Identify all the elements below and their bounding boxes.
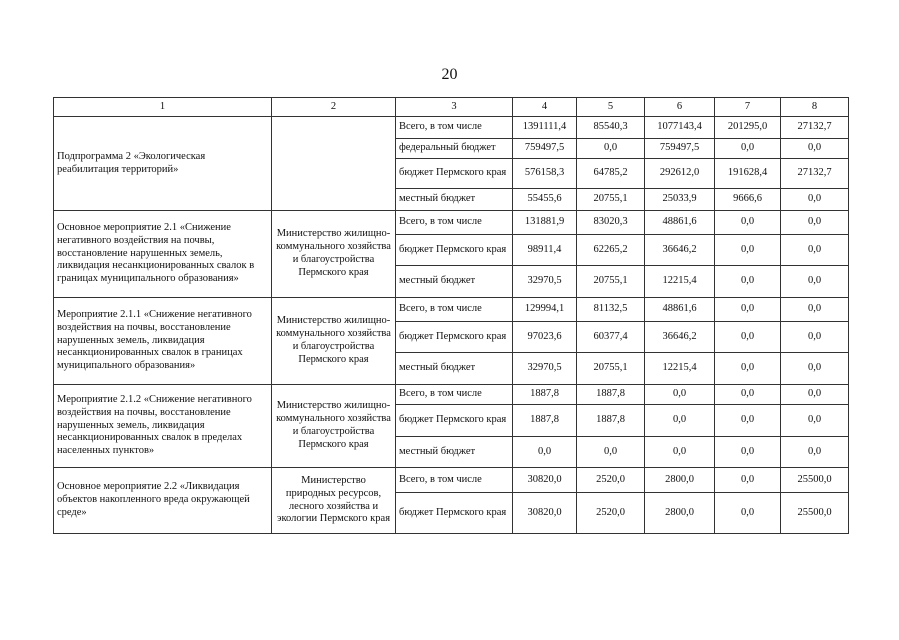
value-cell-col-4: 129994,1 (513, 298, 577, 322)
funding-source-cell: местный бюджет (396, 189, 513, 211)
funding-source-cell: бюджет Пермского края (396, 159, 513, 189)
table-row (54, 385, 849, 405)
value-cell-col-8: 0,0 (781, 385, 849, 405)
value-cell-col-5: 20755,1 (577, 189, 645, 211)
value-cell-col-6: 0,0 (645, 385, 715, 405)
value-cell-col-4: 0,0 (513, 437, 577, 468)
value-cell-col-5: 83020,3 (577, 211, 645, 235)
value-cell-col-6: 36646,2 (645, 322, 715, 353)
header-col-6: 6 (645, 98, 715, 117)
value-cell-col-5: 20755,1 (577, 353, 645, 385)
funding-source-cell: бюджет Пермского края (396, 405, 513, 437)
value-cell-col-5: 60377,4 (577, 322, 645, 353)
value-cell-col-4: 55455,6 (513, 189, 577, 211)
value-cell-col-4: 30820,0 (513, 493, 577, 534)
value-cell-col-7: 0,0 (715, 235, 781, 266)
value-cell-col-4: 759497,5 (513, 139, 577, 159)
page-number: 20 (441, 66, 458, 83)
value-cell-col-7: 191628,4 (715, 159, 781, 189)
funding-source-cell: бюджет Пермского края (396, 235, 513, 266)
value-cell-col-4: 32970,5 (513, 266, 577, 298)
header-col-1: 1 (54, 98, 272, 117)
value-cell-col-5: 1887,8 (577, 385, 645, 405)
program-name-cell: Основное мероприятие 2.2 «Ликвидация объектов накопленного вреда окружающей среде» (54, 468, 272, 534)
value-cell-col-7: 0,0 (715, 298, 781, 322)
value-cell-col-6: 0,0 (645, 437, 715, 468)
value-cell-col-7: 0,0 (715, 353, 781, 385)
program-name-cell: Мероприятие 2.1.2 «Снижение негативного воздействия на почвы, восстановление нарушенных земель, ликвидация несанкционированных свалок в пределах населенных пунктов» (54, 385, 272, 468)
header-col-2: 2 (272, 98, 396, 117)
value-cell-col-5: 1887,8 (577, 405, 645, 437)
value-cell-col-6: 2800,0 (645, 493, 715, 534)
value-cell-col-4: 32970,5 (513, 353, 577, 385)
value-cell-col-4: 30820,0 (513, 468, 577, 493)
header-col-4: 4 (513, 98, 577, 117)
funding-source-cell: Всего, в том числе (396, 117, 513, 139)
value-cell-col-7: 9666,6 (715, 189, 781, 211)
value-cell-col-4: 98911,4 (513, 235, 577, 266)
value-cell-col-5: 2520,0 (577, 468, 645, 493)
value-cell-col-8: 0,0 (781, 322, 849, 353)
value-cell-col-8: 0,0 (781, 139, 849, 159)
value-cell-col-4: 1887,8 (513, 405, 577, 437)
executor-cell: Министерство жилищно-коммунального хозяйства и благоустройства Пермского края (272, 385, 396, 468)
funding-source-cell: местный бюджет (396, 353, 513, 385)
table-row (54, 211, 849, 235)
value-cell-col-6: 48861,6 (645, 211, 715, 235)
value-cell-col-8: 0,0 (781, 353, 849, 385)
funding-source-cell: местный бюджет (396, 266, 513, 298)
header-col-3: 3 (396, 98, 513, 117)
value-cell-col-5: 64785,2 (577, 159, 645, 189)
value-cell-col-6: 12215,4 (645, 353, 715, 385)
value-cell-col-7: 0,0 (715, 322, 781, 353)
header-col-7: 7 (715, 98, 781, 117)
value-cell-col-8: 27132,7 (781, 117, 849, 139)
table-row (54, 468, 849, 493)
value-cell-col-8: 0,0 (781, 266, 849, 298)
program-name-cell: Мероприятие 2.1.1 «Снижение негативного воздействия на почвы, восстановление нарушенных земель, ликвидация несанкционированных свалок в границах муниципального образования» (54, 298, 272, 385)
value-cell-col-7: 0,0 (715, 266, 781, 298)
value-cell-col-5: 85540,3 (577, 117, 645, 139)
executor-cell: Министерство природных ресурсов, лесного хозяйства и экологии Пермского края (272, 468, 396, 534)
value-cell-col-7: 0,0 (715, 211, 781, 235)
value-cell-col-6: 48861,6 (645, 298, 715, 322)
funding-source-cell: местный бюджет (396, 437, 513, 468)
header-col-8: 8 (781, 98, 849, 117)
value-cell-col-8: 0,0 (781, 189, 849, 211)
value-cell-col-8: 0,0 (781, 437, 849, 468)
header-row (54, 98, 849, 117)
value-cell-col-8: 0,0 (781, 235, 849, 266)
value-cell-col-8: 27132,7 (781, 159, 849, 189)
value-cell-col-7: 0,0 (715, 385, 781, 405)
program-name-cell: Подпрограмма 2 «Экологическая реабилитация территорий» (54, 117, 272, 211)
value-cell-col-8: 0,0 (781, 298, 849, 322)
program-name-cell: Основное мероприятие 2.1 «Снижение негативного воздействия на почвы, восстановление нарушенных земель, ликвидация несанкционированных свалок в границах муниципального образования» (54, 211, 272, 298)
value-cell-col-4: 131881,9 (513, 211, 577, 235)
funding-source-cell: бюджет Пермского края (396, 493, 513, 534)
value-cell-col-4: 1391111,4 (513, 117, 577, 139)
budget-table (53, 97, 849, 534)
budget-body (54, 117, 849, 534)
value-cell-col-5: 20755,1 (577, 266, 645, 298)
funding-source-cell: Всего, в том числе (396, 385, 513, 405)
executor-cell: Министерство жилищно-коммунального хозяйства и благоустройства Пермского края (272, 298, 396, 385)
value-cell-col-7: 0,0 (715, 468, 781, 493)
value-cell-col-5: 81132,5 (577, 298, 645, 322)
executor-cell: Министерство жилищно-коммунального хозяйства и благоустройства Пермского края (272, 211, 396, 298)
value-cell-col-5: 2520,0 (577, 493, 645, 534)
value-cell-col-4: 97023,6 (513, 322, 577, 353)
funding-source-cell: федеральный бюджет (396, 139, 513, 159)
value-cell-col-7: 201295,0 (715, 117, 781, 139)
executor-cell (272, 117, 396, 211)
value-cell-col-5: 62265,2 (577, 235, 645, 266)
value-cell-col-5: 0,0 (577, 139, 645, 159)
value-cell-col-6: 1077143,4 (645, 117, 715, 139)
value-cell-col-7: 0,0 (715, 493, 781, 534)
value-cell-col-7: 0,0 (715, 139, 781, 159)
value-cell-col-8: 0,0 (781, 405, 849, 437)
value-cell-col-8: 25500,0 (781, 493, 849, 534)
funding-source-cell: Всего, в том числе (396, 468, 513, 493)
value-cell-col-6: 0,0 (645, 405, 715, 437)
table-row (54, 298, 849, 322)
value-cell-col-4: 1887,8 (513, 385, 577, 405)
value-cell-col-8: 25500,0 (781, 468, 849, 493)
value-cell-col-5: 0,0 (577, 437, 645, 468)
value-cell-col-6: 292612,0 (645, 159, 715, 189)
value-cell-col-8: 0,0 (781, 211, 849, 235)
value-cell-col-6: 12215,4 (645, 266, 715, 298)
value-cell-col-4: 576158,3 (513, 159, 577, 189)
value-cell-col-6: 759497,5 (645, 139, 715, 159)
funding-source-cell: Всего, в том числе (396, 298, 513, 322)
funding-source-cell: бюджет Пермского края (396, 322, 513, 353)
value-cell-col-6: 25033,9 (645, 189, 715, 211)
header-col-5: 5 (577, 98, 645, 117)
value-cell-col-6: 36646,2 (645, 235, 715, 266)
value-cell-col-6: 2800,0 (645, 468, 715, 493)
value-cell-col-7: 0,0 (715, 405, 781, 437)
value-cell-col-7: 0,0 (715, 437, 781, 468)
table-row (54, 117, 849, 139)
funding-source-cell: Всего, в том числе (396, 211, 513, 235)
